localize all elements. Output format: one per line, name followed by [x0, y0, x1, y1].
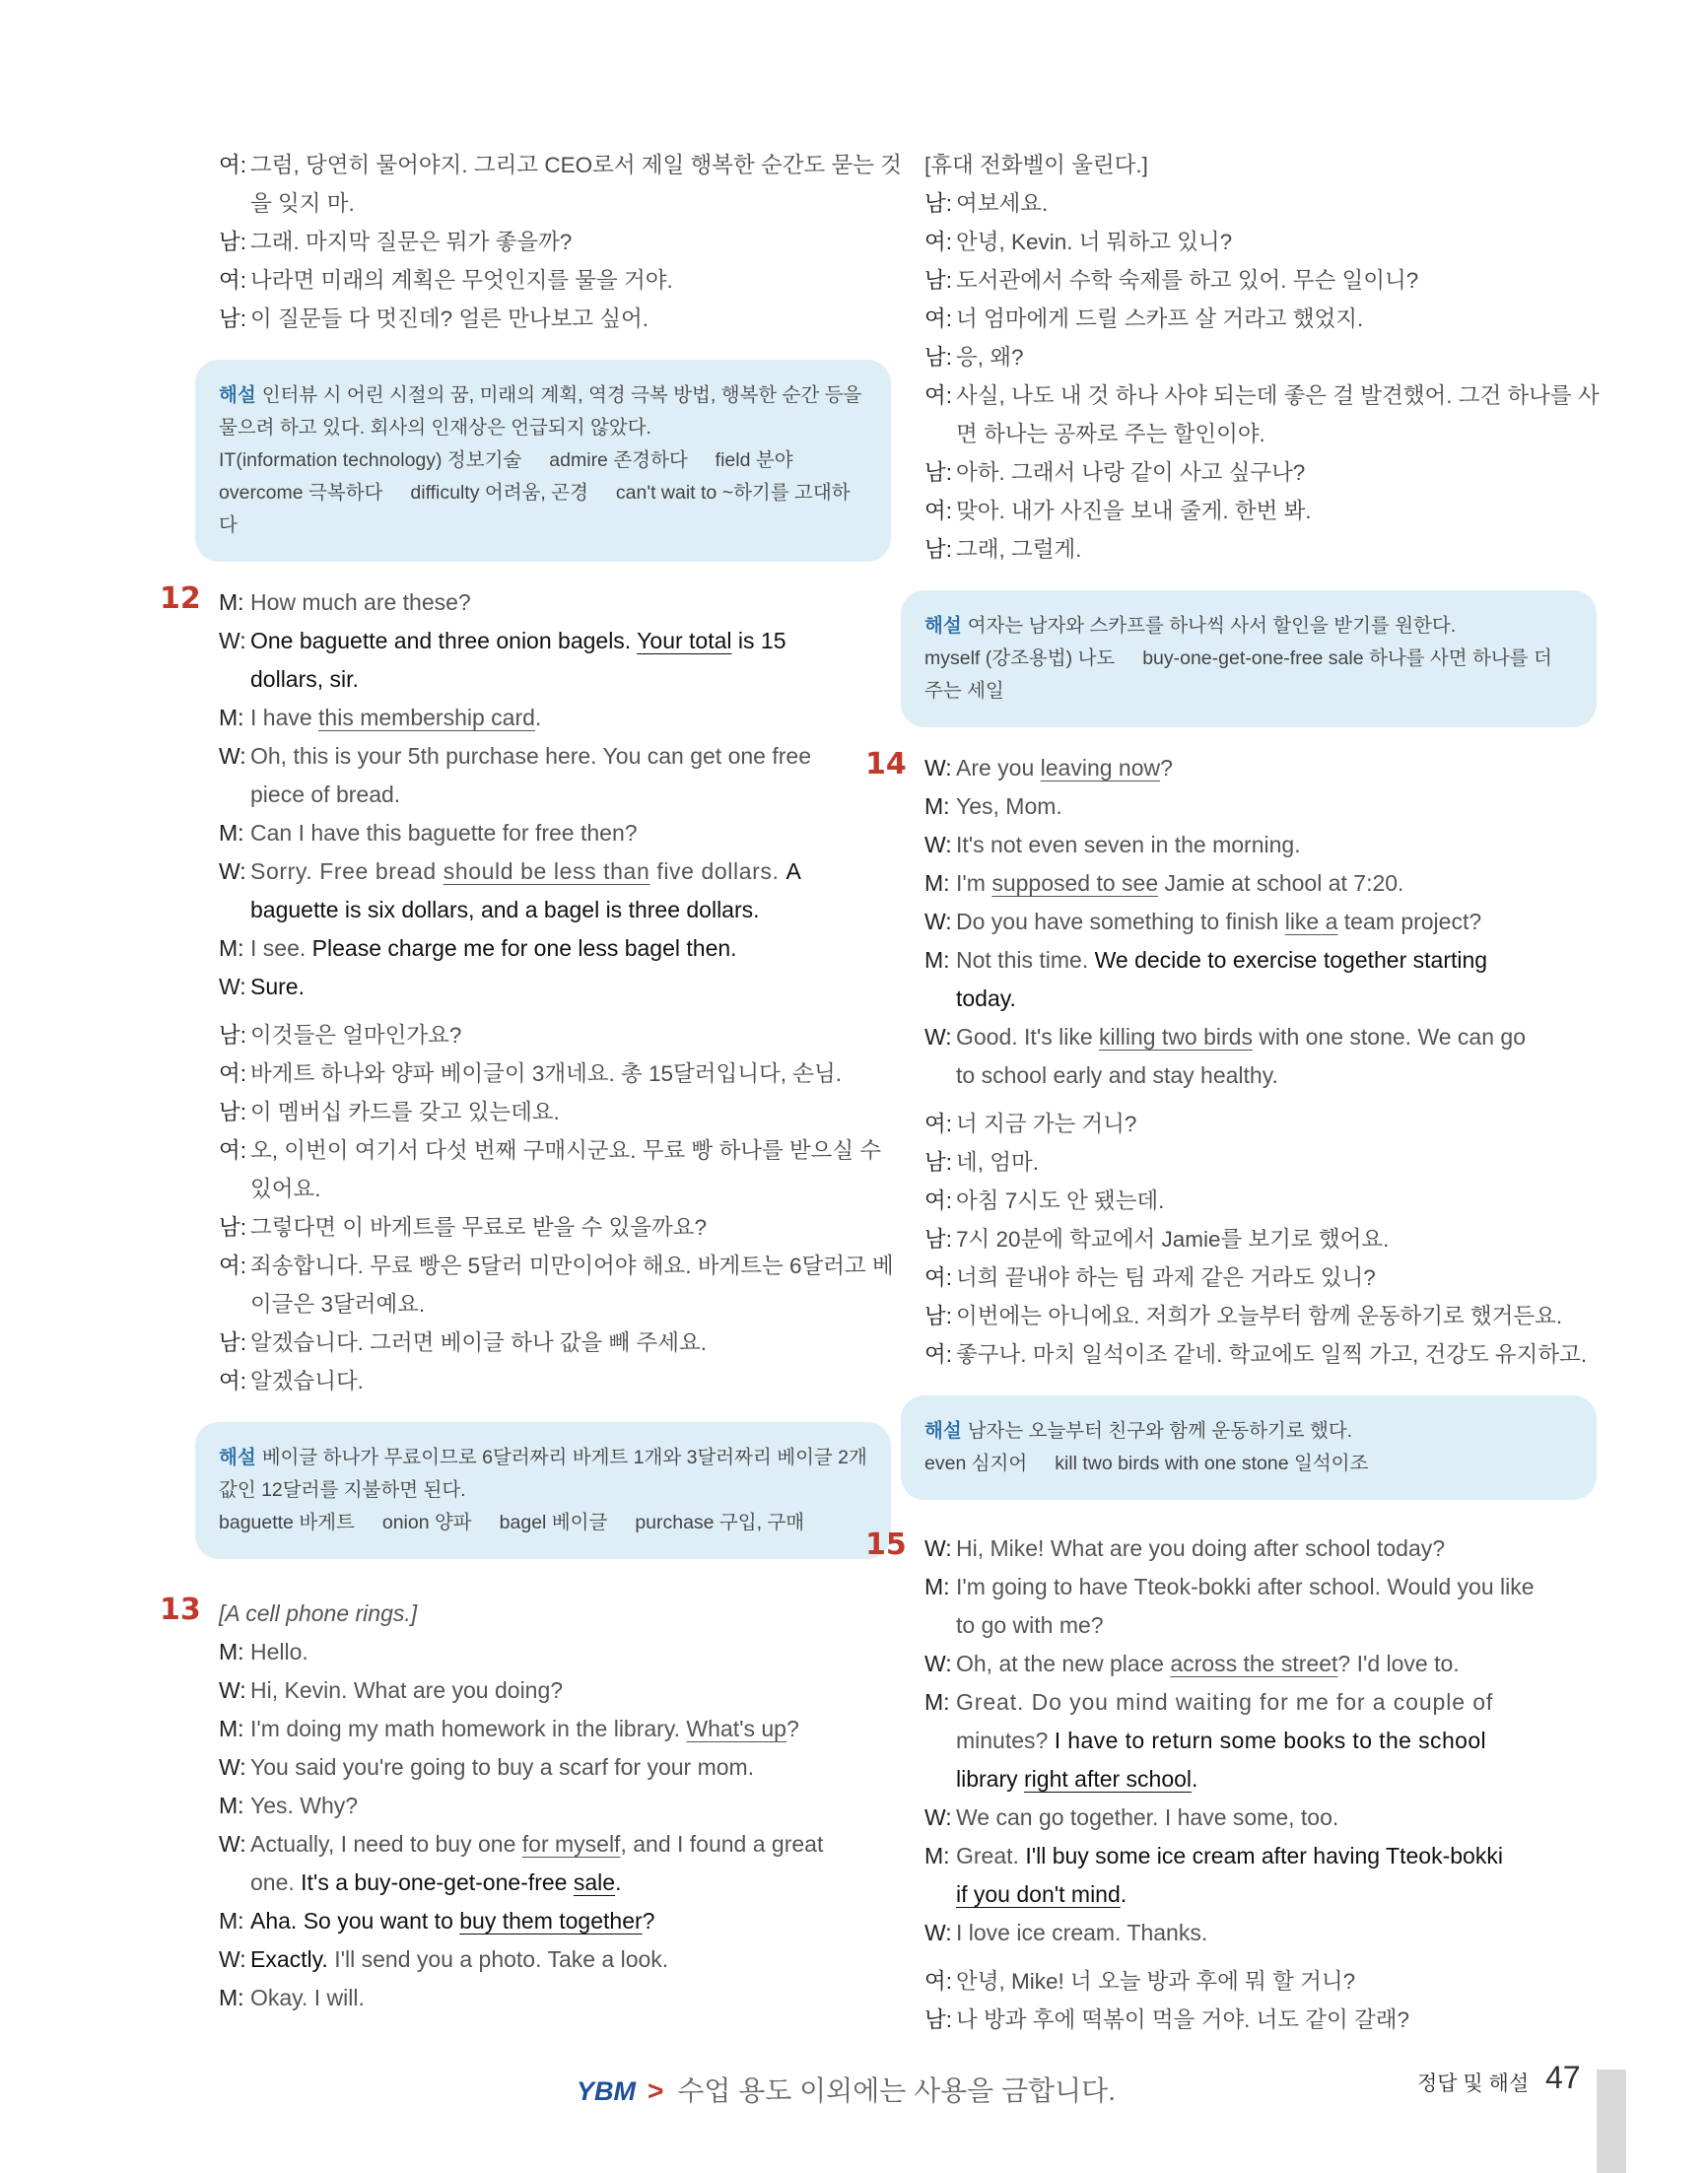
korean-text: 바게트 하나와 양파 베이글이 3개네요. 총 15달러입니다, 손님.	[250, 1061, 842, 1086]
dialogue-line: M: I'm doing my math homework in the library. What's up?	[219, 1716, 799, 1741]
gloss-item: onion 양파	[381, 1512, 472, 1533]
korean-line	[219, 1324, 889, 1362]
question-15	[865, 1528, 1595, 2039]
gloss-item: purchase 구입, 구매	[635, 1512, 805, 1533]
gloss-item: buy-one-get-one-free sale 하나를 사면 하나를 더 주는 세일	[924, 647, 1552, 702]
korean-text: 너 지금 가는 거니?	[956, 1112, 1137, 1136]
korean-text: 아하. 그래서 나랑 같이 사고 싶구나?	[956, 460, 1306, 485]
korean-line	[924, 300, 1595, 338]
korean-text: 나 방과 후에 떡볶이 먹을 거야. 너도 같이 갈래?	[956, 2007, 1410, 2032]
korean-line	[924, 1258, 1595, 1297]
gloss-item: difficulty 어려움, 곤경	[410, 482, 588, 504]
speaker-label: 남:	[924, 268, 952, 293]
korean-translation-q13	[924, 146, 1600, 569]
explanation-box-q12	[195, 1422, 891, 1559]
dialogue-line: M: Can I have this baguette for free then?	[219, 820, 638, 846]
dialogue-line-cont: one. It's a buy-one-get-one-free sale.	[250, 1869, 622, 1895]
korean-line	[219, 1016, 889, 1054]
dialogue-line: W: One baguette and three onion bagels. Your total is 15	[219, 628, 786, 653]
korean-line	[219, 146, 902, 184]
speaker-label: 여:	[219, 153, 246, 177]
speaker-label: 남:	[924, 460, 952, 485]
speaker-label: 여:	[924, 230, 952, 254]
korean-text: 이 멤버십 카드를 갖고 있는데요.	[250, 1100, 560, 1124]
korean-line	[924, 492, 1595, 530]
usage-notice: 수업 용도 이외에는 사용을 금합니다.	[677, 2075, 1116, 2106]
korean-line	[924, 338, 1595, 376]
dialogue-line: M: Yes, Mom.	[924, 793, 1062, 819]
dialogue-line: W: Sorry. Free bread should be less than five dollars. A	[219, 858, 801, 884]
speaker-label: 여:	[219, 1061, 246, 1086]
q11-korean-continuation	[219, 146, 902, 338]
dialogue-line: W: Hi, Mike! What are you doing after school today?	[924, 1535, 1446, 1561]
dialogue-line: W: Are you leaving now?	[924, 755, 1173, 781]
speaker-label: 남:	[924, 1304, 952, 1328]
korean-text: 좋구나. 마치 일석이조 같네. 학교에도 일찍 가고, 건강도 유지하고.	[956, 1342, 1588, 1367]
speaker-label: 여:	[924, 383, 952, 408]
dialogue-line-cont: dollars, sir.	[250, 666, 359, 692]
korean-text: 죄송합니다. 무료 빵은 5달러 미만이어야 해요. 바게트는 6달러고 베	[250, 1254, 894, 1278]
speaker-label: 여:	[219, 1254, 246, 1278]
korean-line	[924, 1182, 1595, 1220]
gloss-item: bagel 베이글	[499, 1512, 608, 1533]
korean-text: 사실, 나도 내 것 하나 사야 되는데 좋은 걸 발견했어. 그건 하나를 사	[956, 383, 1600, 408]
dialogue-line: M: How much are these?	[219, 589, 471, 615]
dialogue-line: W: Hi, Kevin. What are you doing?	[219, 1677, 564, 1703]
dialogue-line: M: Aha. So you want to buy them together?	[219, 1908, 655, 1934]
korean-text: 그렇다면 이 바게트를 무료로 받을 수 있을까요?	[250, 1215, 707, 1240]
korean-line	[219, 261, 889, 300]
korean-line	[924, 261, 1595, 300]
korean-text: 응, 왜?	[956, 345, 1024, 370]
dialogue-line-cont: to school early and stay healthy.	[956, 1062, 1278, 1088]
korean-line	[219, 1093, 889, 1131]
gloss-item: baguette 바게트	[219, 1512, 355, 1533]
korean-text: 아침 7시도 안 됐는데.	[956, 1188, 1165, 1213]
left-column	[160, 146, 902, 2031]
korean-line	[924, 1143, 1595, 1182]
dialogue-line: W: Oh, this is your 5th purchase here. You can get one free	[219, 743, 811, 769]
korean-line	[924, 184, 1595, 223]
speaker-label: 여:	[219, 268, 246, 293]
korean-text: 너희 끝내야 하는 팀 과제 같은 거라도 있니?	[956, 1265, 1376, 1290]
korean-line	[924, 1335, 1595, 1374]
speaker-label: 남:	[924, 1150, 952, 1175]
explanation-tag: 해설	[924, 1420, 962, 1442]
korean-text: 7시 20분에 학교에서 Jamie를 보기로 했어요.	[956, 1227, 1390, 1252]
dialogue-line: W: Actually, I need to buy one for myself, and I found a great	[219, 1831, 824, 1857]
korean-line	[924, 530, 1595, 569]
korean-line	[924, 1297, 1595, 1335]
korean-text: 안녕, Kevin. 너 뭐하고 있니?	[956, 230, 1233, 254]
speaker-label: 남:	[924, 191, 952, 216]
korean-line	[924, 146, 1595, 184]
dialogue-line: M: Great. I'll buy some ice cream after having Tteok-bokki	[924, 1843, 1503, 1868]
korean-text: 그래, 그럴게.	[956, 537, 1082, 562]
speaker-label: 남:	[219, 1215, 246, 1240]
korean-text: 나라면 미래의 계획은 무엇인지를 물을 거야.	[250, 268, 673, 293]
speaker-label: 여:	[924, 1969, 952, 1994]
korean-line	[219, 1247, 894, 1285]
dialogue-line-cont: piece of bread.	[250, 781, 401, 807]
speaker-label: 남:	[924, 345, 952, 370]
question-number: 12	[160, 581, 201, 616]
dialogue-line: W: We can go together. I have some, too.	[924, 1804, 1339, 1830]
speaker-label: 남:	[924, 1227, 952, 1252]
speaker-label: 남:	[219, 1023, 246, 1048]
speaker-label: 남:	[219, 306, 246, 331]
korean-translation	[924, 1105, 1595, 1374]
right-column	[865, 146, 1600, 2053]
korean-line-cont: 을 잊지 마.	[250, 191, 355, 216]
dialogue-line-cont: today.	[956, 985, 1016, 1011]
korean-text: 너 엄마에게 드릴 스카프 살 거라고 했었지.	[956, 306, 1364, 331]
korean-line-cont: 이글은 3달러예요.	[250, 1292, 426, 1317]
korean-line	[924, 223, 1595, 261]
dialogue-line: M: Hello.	[219, 1639, 308, 1664]
korean-text: 맞아. 내가 사진을 보내 줄게. 한번 봐.	[956, 499, 1312, 523]
question-number: 14	[865, 747, 907, 781]
korean-text: 그럼, 당연히 물어야지. 그리고 CEO로서 제일 행복한 순간도 묻는 것	[250, 153, 902, 177]
explanation-text: 여자는 남자와 스카프를 하나씩 사서 할인을 받기를 원한다.	[967, 615, 1457, 637]
speaker-label: 남:	[219, 1330, 246, 1355]
korean-line	[924, 1220, 1595, 1258]
dialogue-line: W: Exactly. I'll send you a photo. Take a look.	[219, 1946, 669, 1972]
korean-line-cont: 면 하나는 공짜로 주는 할인이야.	[956, 422, 1265, 446]
dialogue-line: W: Do you have something to finish like a team project?	[924, 909, 1482, 934]
korean-text: 그래. 마지막 질문은 뭐가 좋을까?	[250, 230, 573, 254]
korean-text: 이것들은 얼마인가요?	[250, 1023, 462, 1048]
korean-line	[219, 223, 889, 261]
dialogue-line: M: I'm going to have Tteok-bokki after school. Would you like	[924, 1574, 1535, 1599]
korean-text: 도서관에서 수학 숙제를 하고 있어. 무슨 일이니?	[956, 268, 1419, 293]
gloss-item: admire 존경하다	[549, 449, 688, 471]
speaker-label: 남:	[924, 537, 952, 562]
korean-line	[219, 1362, 889, 1400]
dialogue-line-cont: minutes? I have to return some books to the school	[956, 1728, 1487, 1753]
explanation-tag: 해설	[219, 384, 256, 406]
ybm-logo: YBM	[577, 2076, 636, 2106]
korean-text: 이번에는 아니에요. 저희가 오늘부터 함께 운동하기로 했거든요.	[956, 1304, 1563, 1328]
stage-direction: [A cell phone rings.]	[219, 1600, 418, 1626]
page-edge-tab	[1597, 2070, 1626, 2173]
dialogue-line: W: Sure.	[219, 974, 305, 999]
chevron-right-icon: >	[648, 2075, 664, 2106]
question-number: 15	[865, 1528, 907, 1562]
korean-line	[924, 2001, 1595, 2039]
speaker-label: 여:	[924, 1265, 952, 1290]
korean-line	[924, 1962, 1595, 2001]
speaker-label: 남:	[219, 230, 246, 254]
dialogue-line: M: Yes. Why?	[219, 1793, 359, 1818]
question-13	[160, 1593, 889, 2017]
gloss-item: myself (강조용법) 나도	[924, 647, 1116, 669]
korean-text: 네, 엄마.	[956, 1150, 1039, 1175]
speaker-label: 여:	[924, 1188, 952, 1213]
korean-text: 알겠습니다.	[250, 1369, 364, 1393]
explanation-box-q13	[901, 590, 1597, 727]
dialogue-line: M: I have this membership card.	[219, 705, 542, 730]
korean-line	[219, 1054, 889, 1093]
korean-text: [휴대 전화벨이 울린다.]	[924, 153, 1148, 177]
korean-text: 안녕, Mike! 너 오늘 방과 후에 뭐 할 거니?	[956, 1969, 1356, 1994]
speaker-label: 여:	[924, 1112, 952, 1136]
explanation-text: 남자는 오늘부터 친구와 함께 운동하기로 했다.	[967, 1420, 1353, 1442]
korean-text: 이 질문들 다 멋진데? 얼른 만나보고 싶어.	[250, 306, 649, 331]
dialogue-line-cont: to go with me?	[956, 1612, 1104, 1638]
dialogue-line: M: I'm supposed to see Jamie at school at 7:20.	[924, 870, 1404, 896]
korean-line	[219, 1131, 889, 1170]
gloss-item: field 분야	[715, 449, 793, 471]
question-14	[865, 747, 1595, 1500]
footer-notice	[577, 2070, 1116, 2109]
dialogue-line: M: Great. Do you mind waiting for me for a couple of	[924, 1689, 1494, 1715]
dialogue-line: W: Oh, at the new place across the street? I'd love to.	[924, 1651, 1460, 1676]
gloss-item: kill two birds with one stone 일석이조	[1055, 1453, 1369, 1474]
dialogue-line: M: Okay. I will.	[219, 1985, 365, 2010]
dialogue-line: W: You said you're going to buy a scarf for your mom.	[219, 1754, 755, 1780]
explanation-box-q11	[195, 360, 891, 562]
korean-line	[219, 300, 889, 338]
korean-text: 오, 이번이 여기서 다섯 번째 구매시군요. 무료 빵 하나를 받으실 수	[250, 1138, 882, 1163]
explanation-tag: 해설	[924, 615, 962, 637]
gloss-item: IT(information technology) 정보기술	[219, 449, 522, 471]
korean-line	[219, 1208, 889, 1247]
explanation-tag: 해설	[219, 1447, 256, 1468]
speaker-label: 여:	[924, 1342, 952, 1367]
dialogue-line-cont: if you don't mind.	[956, 1881, 1127, 1907]
korean-line	[924, 376, 1600, 415]
explanation-box-q14	[901, 1395, 1597, 1500]
korean-line	[924, 453, 1595, 492]
gloss-item: overcome 극복하다	[219, 482, 383, 504]
gloss-item: can't wait to ~하기를 고대하다	[219, 482, 851, 536]
dialogue-line-cont: baguette is six dollars, and a bagel is three dollars.	[250, 897, 760, 922]
dialogue-line: M: I see. Please charge me for one less bagel then.	[219, 935, 737, 961]
speaker-label: 남:	[219, 1100, 246, 1124]
dialogue-line: M: Not this time. We decide to exercise together starting	[924, 947, 1488, 973]
speaker-label: 여:	[219, 1369, 246, 1393]
section-label: 정답 및 해설	[1417, 2072, 1530, 2095]
dialogue-line: W: I love ice cream. Thanks.	[924, 1920, 1208, 1945]
question-12	[160, 581, 894, 1559]
korean-text: 알겠습니다. 그러면 베이글 하나 값을 빼 주세요.	[250, 1330, 707, 1355]
page-number: 47	[1545, 2060, 1581, 2095]
explanation-text: 베이글 하나가 무료이므로 6달러짜리 바게트 1개와 3달러짜리 베이글 2개 값인 12달러를 지불하면 된다.	[219, 1447, 867, 1501]
korean-text: 여보세요.	[956, 191, 1049, 216]
korean-translation	[924, 1962, 1595, 2039]
dialogue-line: W: Good. It's like killing two birds with one stone. We can go	[924, 1024, 1526, 1050]
speaker-label: 여:	[924, 499, 952, 523]
speaker-label: 여:	[219, 1138, 246, 1163]
gloss-item: even 심지어	[924, 1453, 1028, 1474]
question-number: 13	[160, 1593, 201, 1627]
korean-line-cont: 있어요.	[250, 1177, 321, 1201]
speaker-label: 여:	[924, 306, 952, 331]
dialogue-line: W: It's not even seven in the morning.	[924, 832, 1301, 857]
korean-translation	[219, 1016, 894, 1400]
dialogue-line-cont: library right after school.	[956, 1766, 1198, 1792]
explanation-text: 인터뷰 시 어린 시절의 꿈, 미래의 계획, 역경 극복 방법, 행복한 순간 등을 물으려 하고 있다. 회사의 인재상은 언급되지 않았다.	[219, 384, 862, 439]
speaker-label: 남:	[924, 2007, 952, 2032]
korean-line	[924, 1105, 1595, 1143]
